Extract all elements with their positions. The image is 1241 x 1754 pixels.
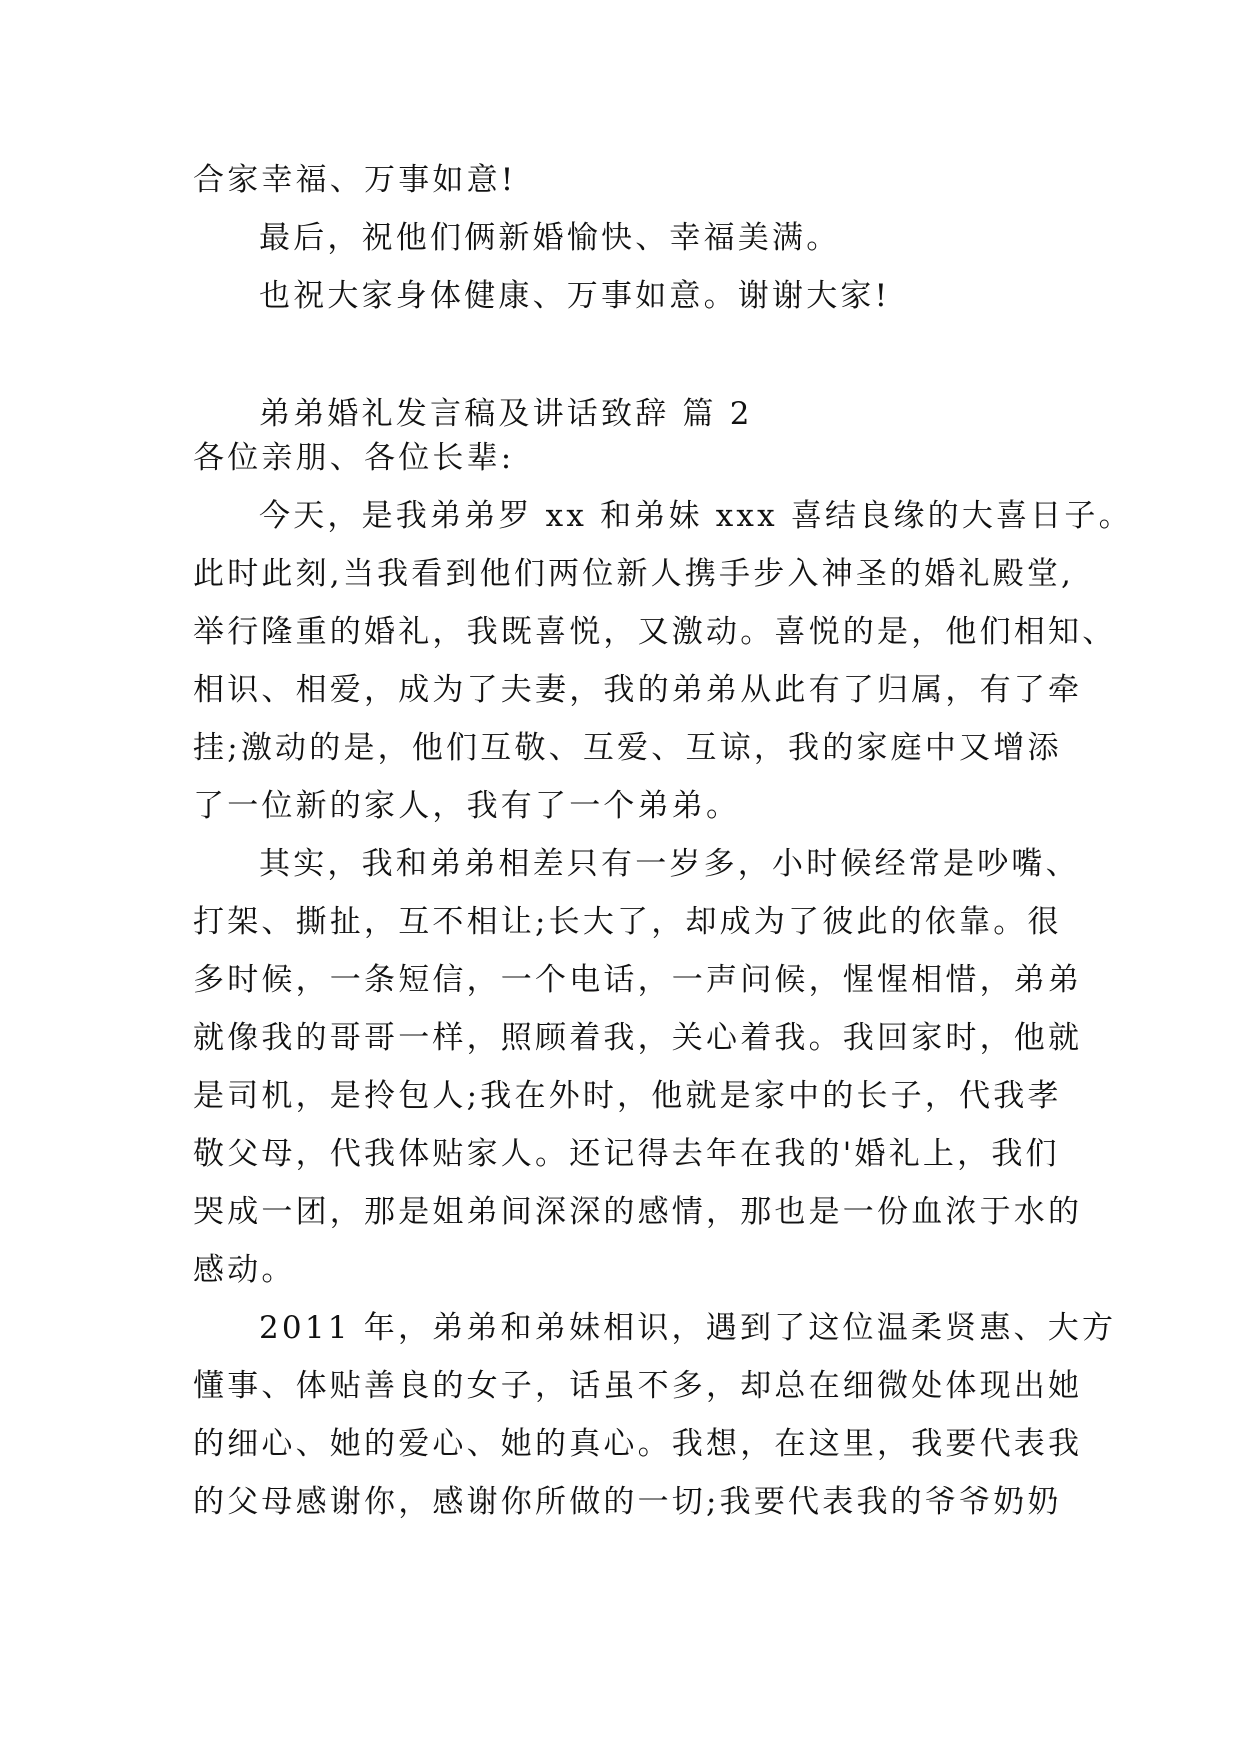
paragraph-line: 2011 年，弟弟和弟妹相识，遇到了这位温柔贤惠、大方	[259, 1310, 1117, 1346]
paragraph-line: 懂事、体贴善良的女子，话虽不多，却总在细微处体现出她	[193, 1368, 1083, 1404]
paragraph-line: 了一位新的家人，我有了一个弟弟。	[193, 788, 741, 824]
paragraph-1	[193, 494, 1133, 828]
paragraph-line: 就像我的哥哥一样，照顾着我，关心着我。我回家时，他就	[193, 1020, 1083, 1056]
intro-line-1: 合家幸福、万事如意!	[193, 162, 517, 198]
paragraph-line: 的父母感谢你，感谢你所做的一切;我要代表我的爷爷奶奶	[193, 1484, 1062, 1520]
section-title: 弟弟婚礼发言稿及讲话致辞 篇 2	[259, 396, 753, 432]
paragraph-line: 今天，是我弟弟罗 xx 和弟妹 xxx 喜结良缘的大喜日子。	[259, 498, 1133, 534]
document-body	[193, 158, 1133, 1524]
paragraph-line: 哭成一团，那是姐弟间深深的感情，那也是一份血浓于水的	[193, 1194, 1083, 1230]
intro-line-3: 也祝大家身体健康、万事如意。谢谢大家!	[259, 278, 891, 314]
paragraph-3	[193, 1306, 1117, 1524]
paragraph-2	[193, 842, 1083, 1292]
paragraph-line: 是司机，是拎包人;我在外时，他就是家中的长子，代我孝	[193, 1078, 1062, 1114]
paragraph-line: 此时此刻,当我看到他们两位新人携手步入神圣的婚礼殿堂,	[193, 556, 1075, 592]
paragraph-line: 打架、撕扯，互不相让;长大了，却成为了彼此的依靠。很	[193, 904, 1062, 940]
paragraph-line: 其实，我和弟弟相差只有一岁多，小时候经常是吵嘴、	[259, 846, 1080, 882]
intro-line-2: 最后，祝他们俩新婚愉快、幸福美满。	[259, 220, 841, 256]
paragraph-line: 举行隆重的婚礼，我既喜悦，又激动。喜悦的是，他们相知、	[193, 614, 1117, 650]
paragraph-line: 感动。	[193, 1252, 296, 1288]
paragraph-line: 多时候，一条短信，一个电话，一声问候，惺惺相惜，弟弟	[193, 962, 1083, 998]
paragraph-line: 相识、相爱，成为了夫妻，我的弟弟从此有了归属，有了牵	[193, 672, 1083, 708]
paragraph-line: 挂;激动的是，他们互敬、互爱、互谅，我的家庭中又增添	[193, 730, 1062, 766]
salutation: 各位亲朋、各位长辈:	[193, 440, 515, 476]
paragraph-line: 敬父母，代我体贴家人。还记得去年在我的'婚礼上，我们	[193, 1136, 1060, 1172]
paragraph-line: 的细心、她的爱心、她的真心。我想，在这里，我要代表我	[193, 1426, 1083, 1462]
